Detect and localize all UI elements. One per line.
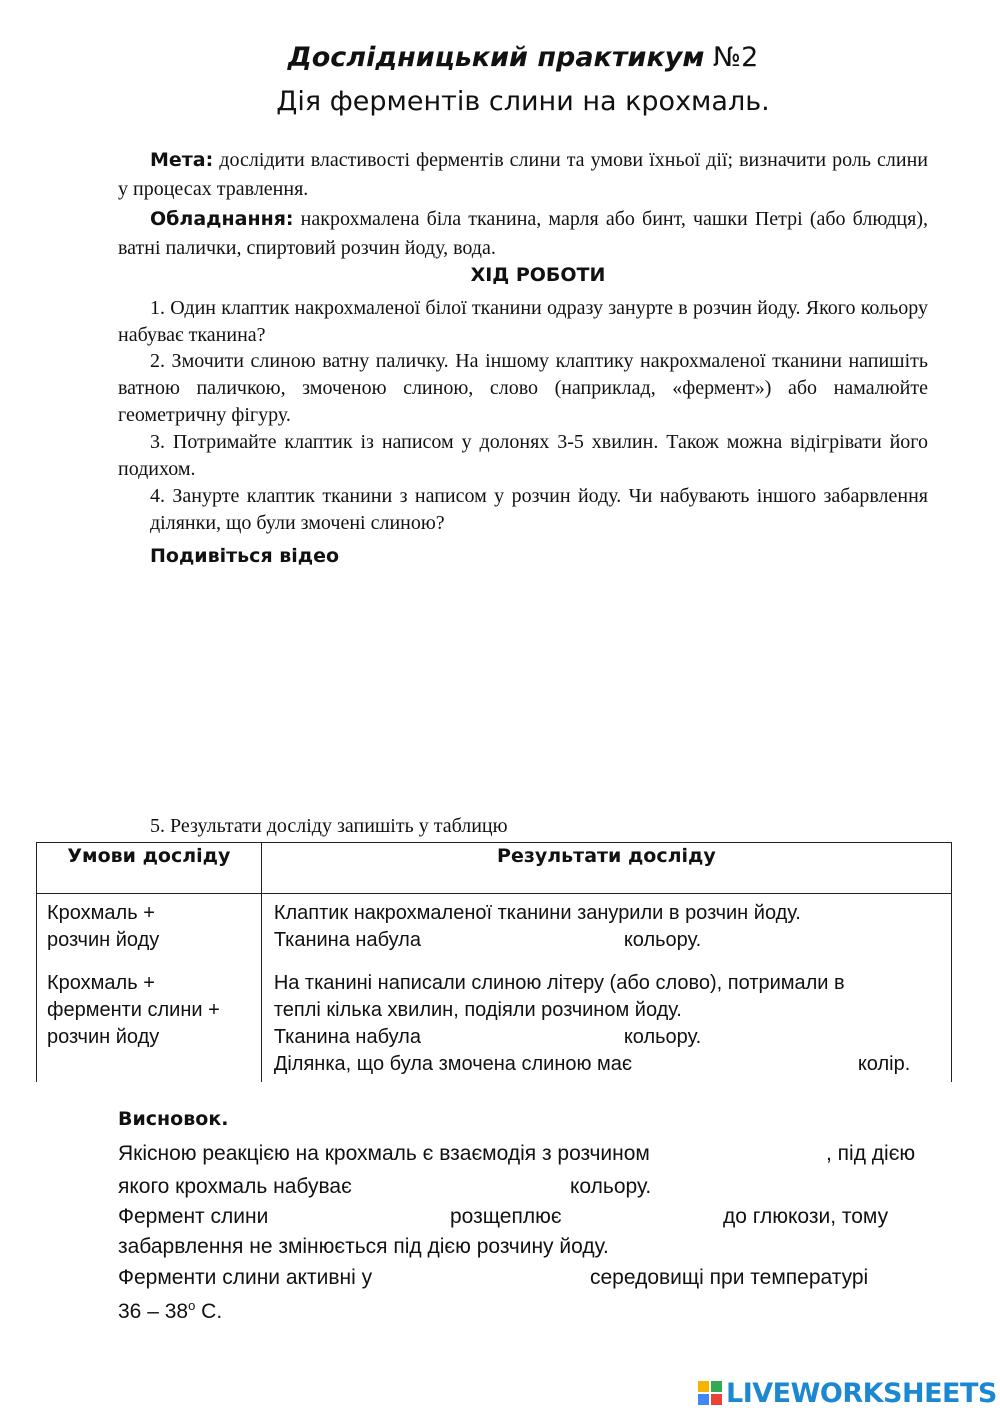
page-title [0,42,1000,73]
temperature-line [118,1298,222,1324]
conclusion-text: Ферменти слини активні у [118,1266,373,1289]
logo-cubes-icon [698,1381,722,1405]
conclusion-text: до глюкози, тому [723,1205,889,1228]
conclusion-text: середовищі при температурі [590,1266,869,1289]
conclusion-heading: Висновок. [118,1108,229,1130]
results-table [36,842,952,1082]
table-header-row [37,843,952,894]
step-4: 4. Занурте клаптик тканини з написом у розчин йоду. Чи набувають іншого забарвлення ділянки, що були змочені слиною? [150,485,928,534]
title-bold: Дослідницький практикум [287,42,705,73]
table-row [37,894,952,1083]
result-line: колір. [857,1053,911,1075]
conclusion-text: якого крохмаль набуває [118,1175,352,1198]
conclusion-text: розщеплює [450,1205,562,1228]
step-1: 1. Один клаптик накрохмаленої білої тканини одразу занурте в розчин йоду. Якого кольору набуває тканина? [118,297,928,346]
condition-line: ферменти слини + [47,999,220,1021]
result-line: Ділянка, що була змочена слиною має [273,1053,633,1075]
conclusion-text: , під дією [826,1142,916,1165]
goal-paragraph [118,146,928,204]
result-line: Тканина набула [273,929,421,951]
condition-line: Крохмаль + [47,972,155,994]
result-cell [261,894,951,1083]
condition-cell [37,894,262,1083]
step-2: 2. Змочити слиною ватну паличку. На іншому клаптику накрохмаленої тканини напишіть ватною паличкою, змоченою слиною, слово (наприклад, «фермент») або намалюйте геометричну фігуру. [118,350,928,426]
conclusion-text: С. [195,1300,223,1323]
result-line: Клаптик накрохмаленої тканини занурили в розчин йоду. [273,902,801,924]
condition-line: розчин йоду [47,1026,160,1048]
equipment-paragraph [118,205,928,263]
result-line: Тканина набула [273,1026,421,1048]
procedure-heading: ХІД РОБОТИ [470,264,606,286]
video-label: Подивіться відео [150,545,340,567]
title-number: №2 [713,42,759,73]
equipment-text: накрохмалена біла тканина, марля або бинт, чашки Петрі (або блюдця), ватні палички, спиртовий розчин йоду, вода. [118,208,928,259]
page-subtitle: Дія ферментів слини на крохмаль. [276,86,770,117]
conclusion-text: кольору. [570,1175,652,1198]
step-5: 5. Результати досліду запишіть у таблицю [150,815,508,837]
condition-line: Крохмаль + [47,902,155,924]
result-line: На тканині написали слиною літеру (або слово), потримали в [273,972,845,994]
step-3: 3. Потримайте клаптик із написом у долонях 3-5 хвилин. Також можна відігрівати його подихом. [118,431,928,480]
result-line: кольору. [623,1026,702,1048]
header-results: Результати досліду [261,843,951,894]
liveworksheets-logo[interactable] [698,1376,997,1410]
conclusion-text: забарвлення не змінюється під дією розчину йоду. [118,1235,609,1258]
video-area[interactable] [150,575,850,805]
conclusion-text: Якісною реакцією на крохмаль є взаємодія з розчином [118,1142,650,1165]
equipment-label: Обладнання: [150,208,294,230]
condition-line: розчин йоду [47,929,160,951]
conclusion-line-1 [118,1142,650,1166]
logo-text: LIVEWORKSHEETS [726,1377,997,1409]
conclusion-text: Фермент слини [118,1205,269,1228]
conclusion-text: 36 – 38 [118,1300,189,1323]
header-conditions: Умови досліду [37,843,262,894]
degree-sign: o [188,1298,196,1313]
result-line: кольору. [623,929,702,951]
result-line: теплі кілька хвилин, подіяли розчином йоду. [273,999,682,1021]
goal-text: дослідити властивості ферментів слини та умови їхньої дії; визначити роль слини у процесах травлення. [118,149,928,200]
goal-label: Мета: [150,149,214,171]
